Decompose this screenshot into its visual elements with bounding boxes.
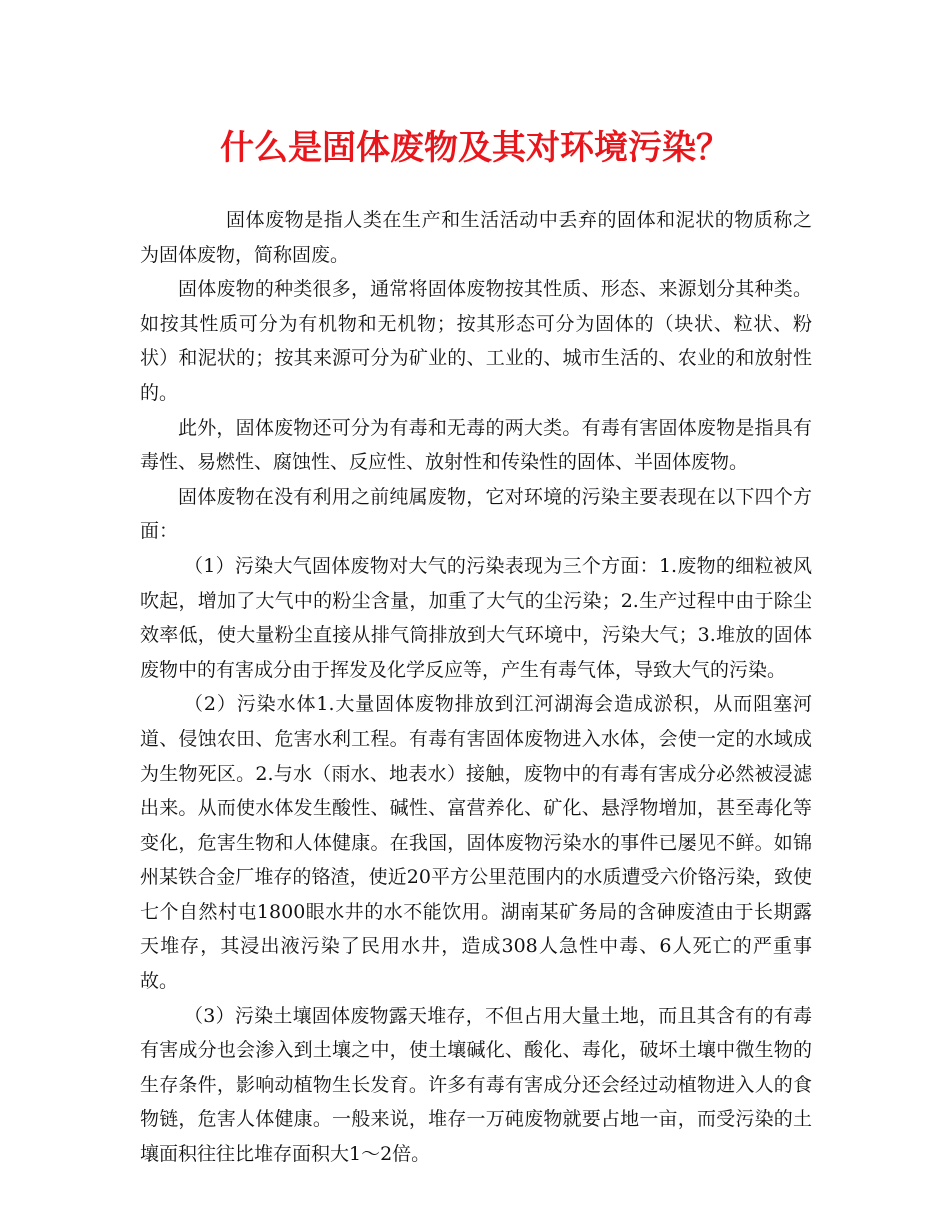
paragraph-definition: 固体废物是指人类在生产和生活活动中丢弃的固体和泥状的物质称之为固体废物，简称固废。 bbox=[140, 209, 812, 266]
paragraph-soil-pollution: （3）污染土壤固体废物露天堆存，不但占用大量土地，而且其含有的有毒有害成分也会渗入到土壤之中，使土壤碱化、酸化、毒化，破坏土壤中微生物的生存条件，影响动植物生长发育。许多有毒有害成分还会经过动植物进入人的食物链，危害人体健康。一般来说，堆存一万砘废物就要占地一亩，而受污染的土壤面积往往比堆存面积大1～2倍。 bbox=[140, 1004, 812, 1166]
paragraph-air-pollution: （1）污染大气固体废物对大气的污染表现为三个方面：1.废物的细粒被风吹起，增加了大气中的粉尘含量，加重了大气的尘污染；2.生产过程中由于除尘效率低，使大量粉尘直接从排气筒排放到大气环境中，污染大气；3.堆放的固体废物中的有害成分由于挥发及化学反应等，产生有毒气体，导致大气的污染。 bbox=[140, 554, 812, 681]
paragraph-water-pollution: （2）污染水体1.大量固体废物排放到江河湖海会造成淤积，从而阻塞河道、侵蚀农田、危害水利工程。有毒有害固体废物进入水体，会使一定的水域成为生物死区。2.与水（雨水、地表水）接触，废物中的有毒有害成分必然被浸滤出来。从而使水体发生酸性、碱性、富营养化、矿化、悬浮物增加，甚至毒化等变化，危害生物和人体健康。在我国，固体废物污染水的事件已屡见不鲜。如锦州某铁合金厂堆存的铬渣，使近20平方公里范围内的水质遭受六价铬污染，致使七个自然村屯1800眼水井的水不能饮用。湖南某矿务局的含砷废渣由于长期露天堆存，其浸出液污染了民用水井，造成308人急性中毒、6人死亡的严重事故。 bbox=[140, 693, 812, 993]
paragraph-classification: 固体废物的种类很多，通常将固体废物按其性质、形态、来源划分其种类。如按其性质可分为有机物和无机物；按其形态可分为固体的（块状、粒状、粉状）和泥状的；按其来源可分为矿业的、工业的、城市生活的、农业的和放射性的。 bbox=[140, 278, 812, 404]
paragraph-pollution-intro: 固体废物在没有利用之前纯属废物，它对环境的污染主要表现在以下四个方面： bbox=[140, 485, 812, 543]
document-title: 什么是固体废物及其对环境污染？ bbox=[220, 128, 730, 168]
document-body bbox=[140, 203, 812, 1172]
paragraph-toxicity: 此外，固体废物还可分为有毒和无毒的两大类。有毒有害固体废物是指具有毒性、易燃性、腐蚀性、反应性、放射性和传染性的固体、半固体废物。 bbox=[140, 416, 812, 474]
